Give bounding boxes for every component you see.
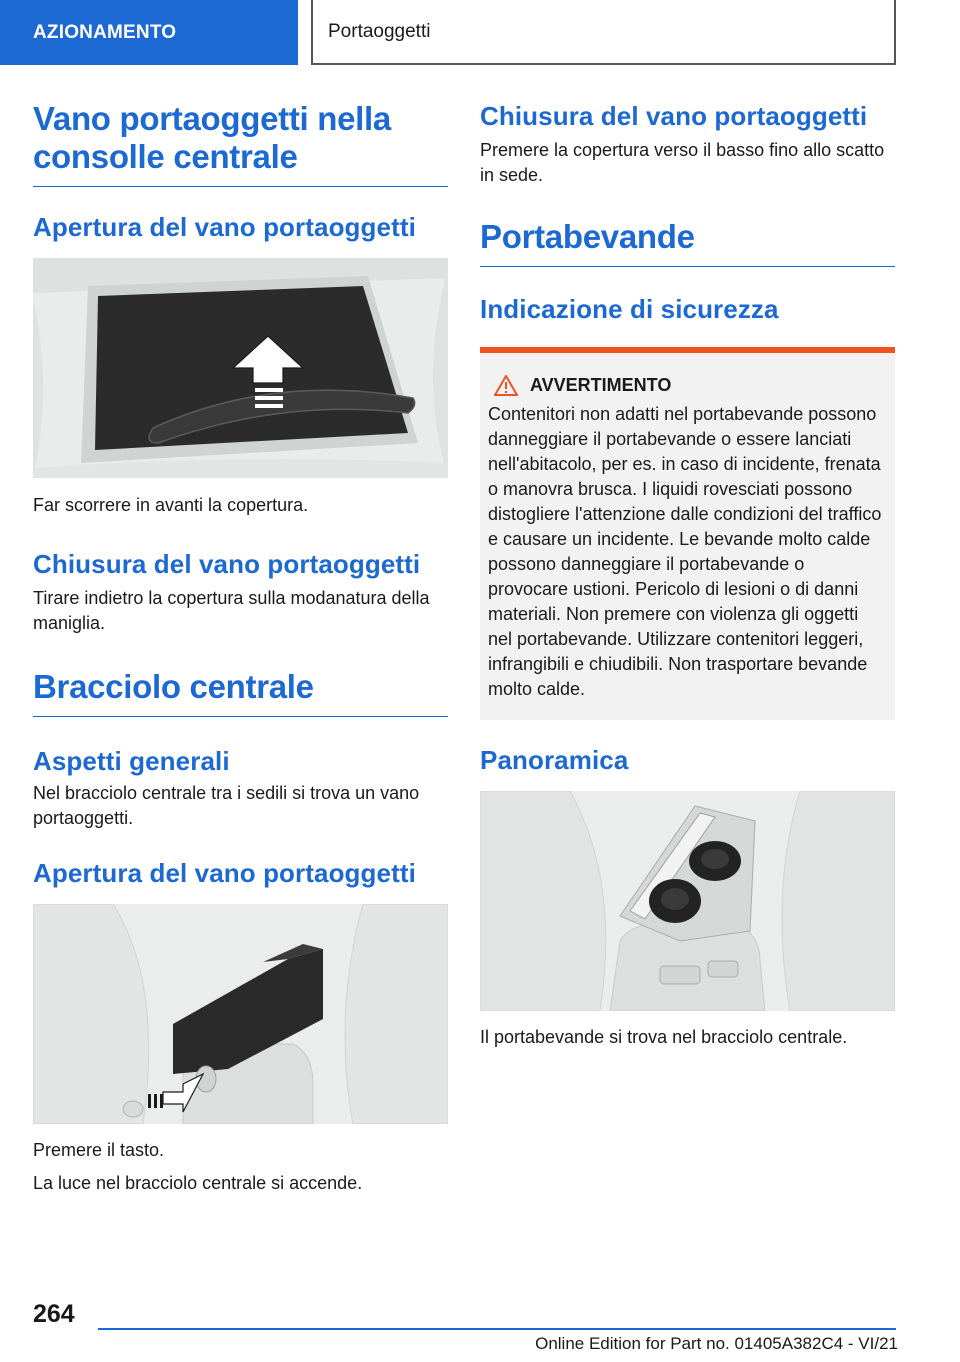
heading-open-storage: Apertura del vano portaoggetti <box>33 212 416 242</box>
heading-armrest: Bracciolo centrale <box>33 668 448 717</box>
caption-light-on: La luce nel bracciolo centrale si accende. <box>33 1173 363 1193</box>
footer-rule <box>98 1328 896 1330</box>
figure-armrest <box>33 904 448 1124</box>
caption-press-button: Premere il tasto. <box>33 1140 165 1160</box>
armrest-illustration <box>33 904 448 1124</box>
page-number: 264 <box>33 1300 75 1328</box>
heading-overview: Panoramica <box>480 745 629 775</box>
warning-header <box>494 375 887 396</box>
heading-safety: Indicazione di sicurezza <box>480 294 779 324</box>
left-column <box>33 100 448 1196</box>
caption-cupholder: Il portabevande si trova nel bracciolo centrale. <box>480 1027 848 1047</box>
heading-close-storage-right: Chiusura del vano portaoggetti <box>480 101 868 131</box>
figure-console-storage <box>33 258 448 478</box>
warning-title: AVVERTIMENTO <box>530 375 672 395</box>
warning-text: Contenitori non adatti nel portabevande possono danneggiare il portabevande o essere lanciati nell'abitacolo, per es. in caso di incidente, frenata o manovra brusca. I liquidi rovesciati possono distogliere l'attenzione dalle condizioni del traffico e causare un incidente. Le bevande molto calde possono danneggiare il portabevande o provocare ustioni. Pericolo di lesioni o di danni materiali. Non premere con violenza gli oggetti nel portabevande. Utilizzare contenitori leggeri, infrangibili e chiudibili. Non trasportare bevande molto calde. <box>488 404 882 699</box>
heading-console-storage: Vano portaoggetti nella consolle centrale <box>33 100 448 187</box>
text-close-storage: Tirare indietro la copertura sulla modanatura della maniglia. <box>33 588 430 633</box>
right-column <box>480 100 895 1050</box>
warning-triangle-icon <box>494 375 518 396</box>
figure-cupholder <box>480 791 895 1011</box>
caption-slide-cover: Far scorrere in avanti la copertura. <box>33 495 309 515</box>
console-storage-illustration <box>33 258 448 478</box>
text-close-storage-right: Premere la copertura verso il basso fino allo scatto in sede. <box>480 140 885 185</box>
footer-edition: Online Edition for Part no. 01405A382C4 - VI/21 <box>535 1334 898 1353</box>
text-general: Nel bracciolo centrale tra i sedili si trova un vano portaoggetti. <box>33 783 420 828</box>
section-title: Portaoggetti <box>311 0 896 65</box>
heading-cupholder: Portabevande <box>480 218 895 267</box>
heading-general: Aspetti generali <box>33 746 230 776</box>
warning-box <box>480 347 895 720</box>
heading-open-armrest: Apertura del vano portaoggetti <box>33 858 416 888</box>
heading-close-storage: Chiusura del vano portaoggetti <box>33 549 421 579</box>
cupholder-illustration <box>480 791 895 1011</box>
chapter-tab: AZIONAMENTO <box>0 0 298 65</box>
